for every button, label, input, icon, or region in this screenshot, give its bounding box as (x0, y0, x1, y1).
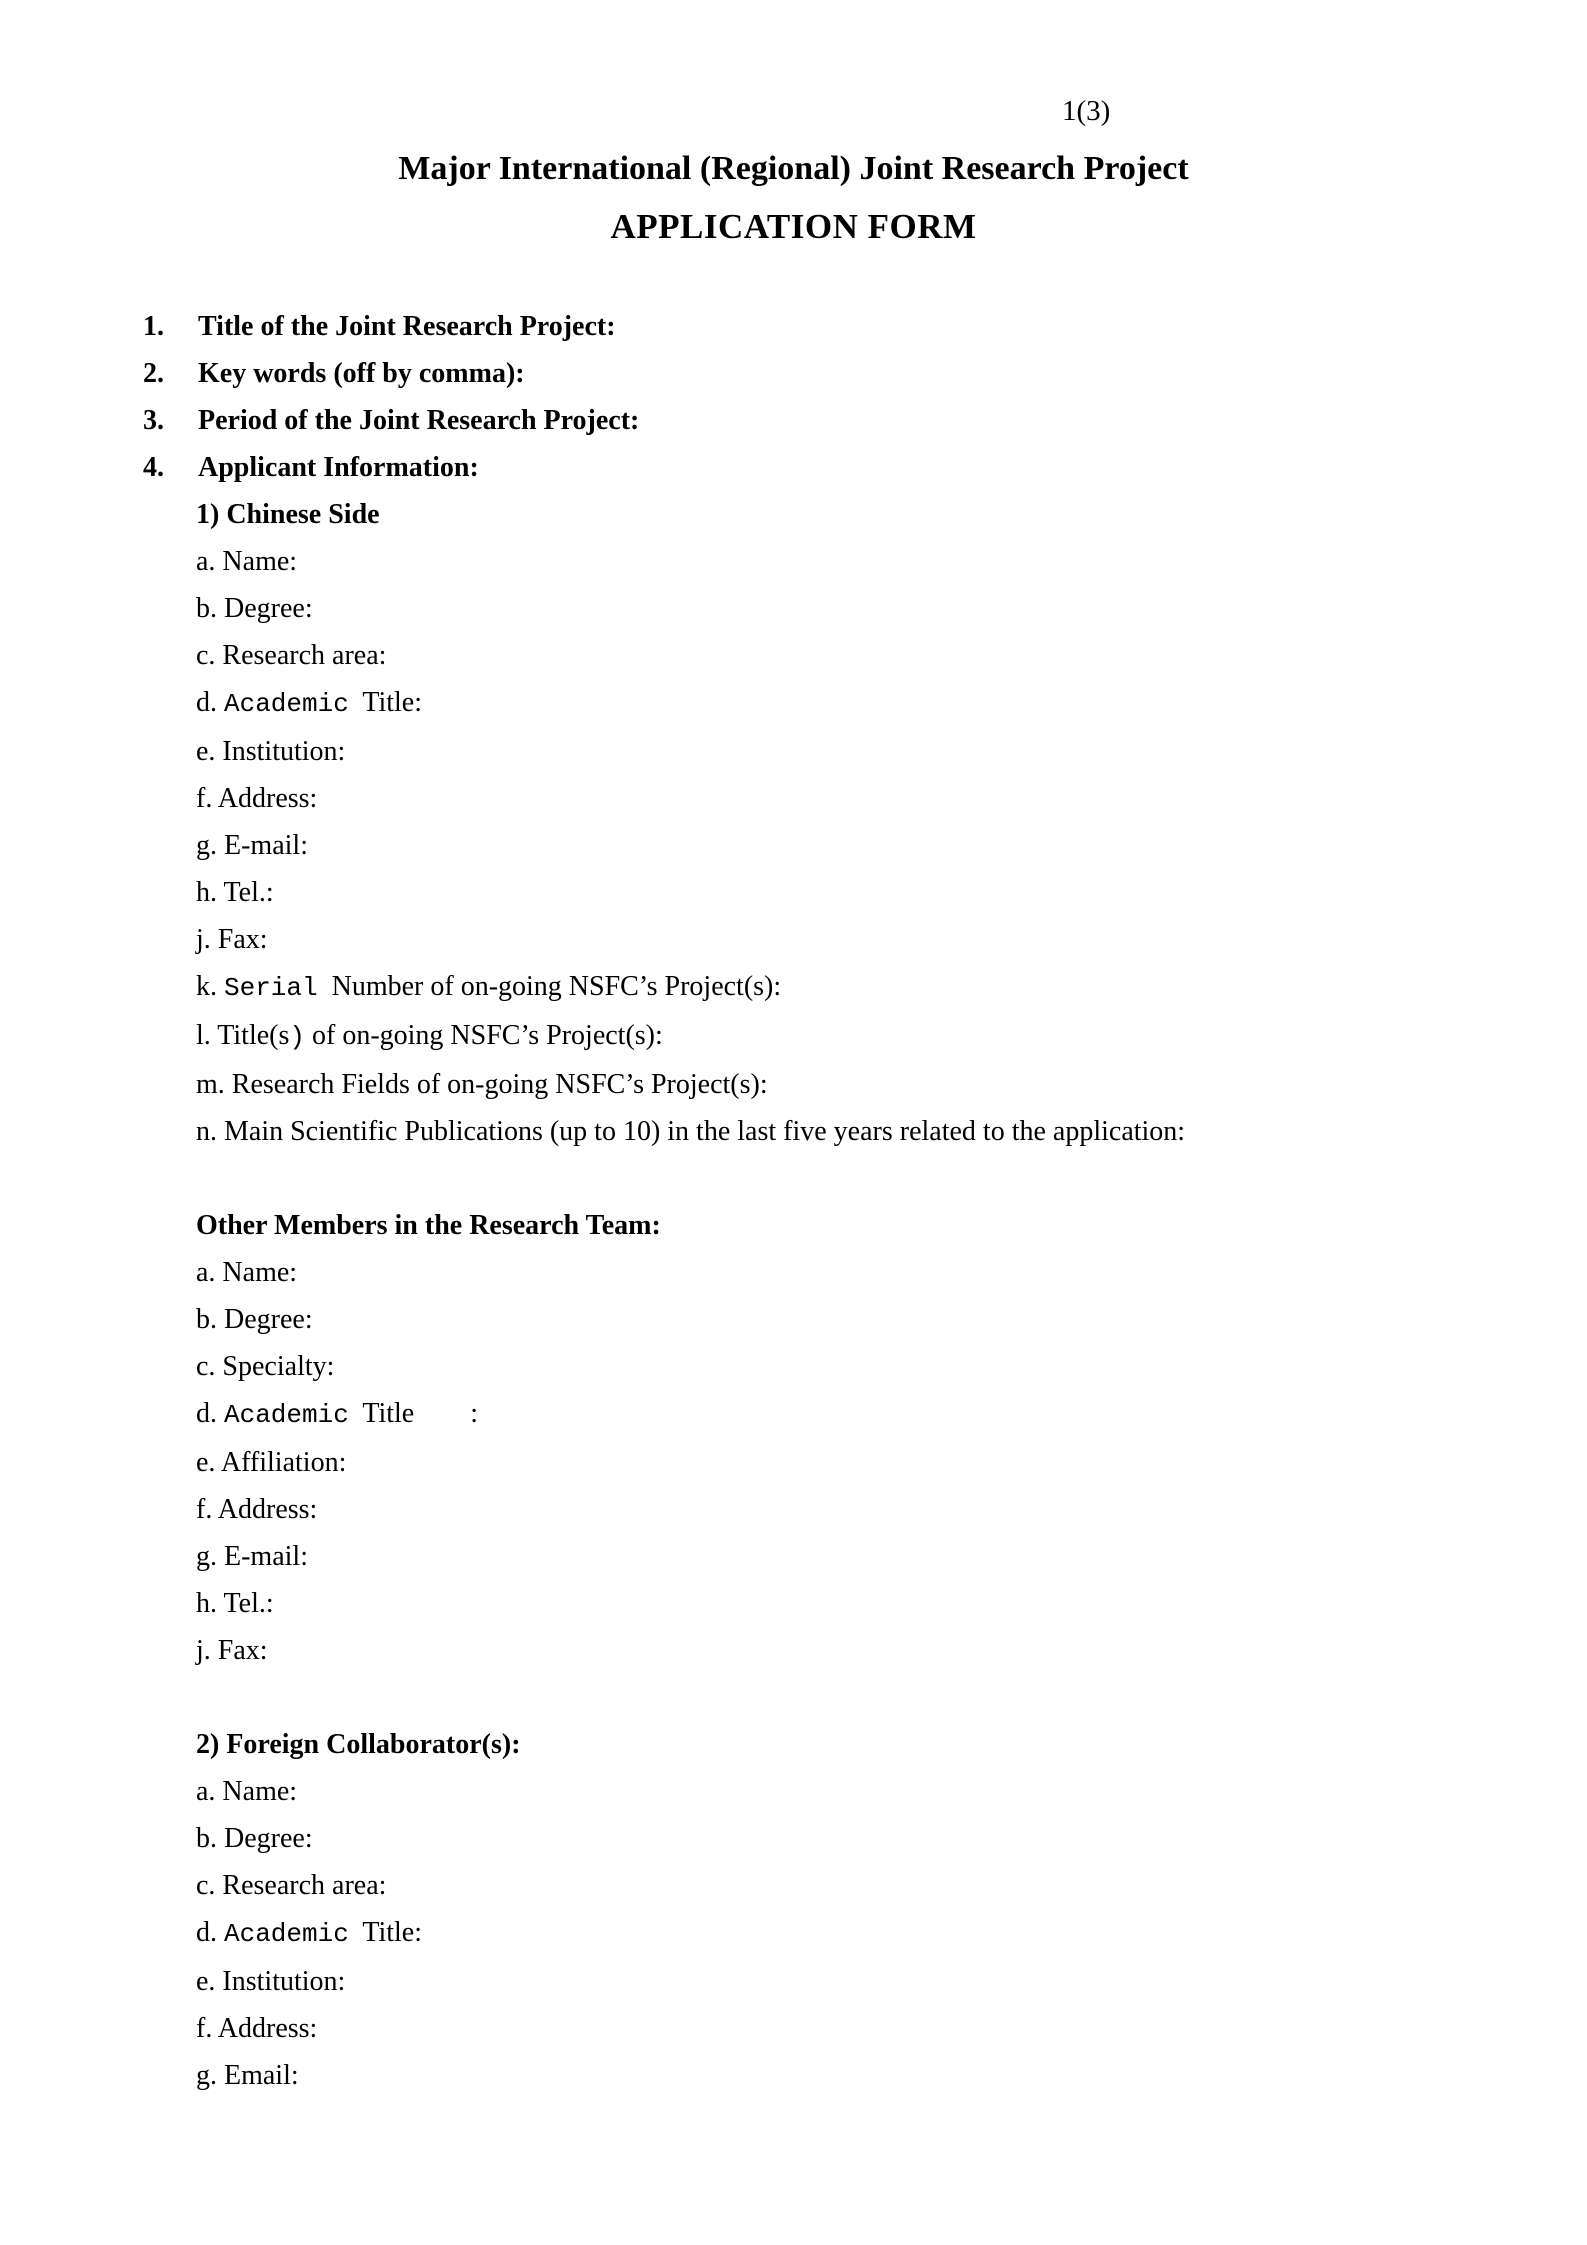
field-line (196, 728, 1587, 775)
field-line (196, 916, 1587, 963)
field-line (196, 1390, 1587, 1439)
field-text: c. Research area: (196, 1869, 387, 1901)
field-text: f. Address: (196, 1493, 318, 1525)
field-text: c. Research area: (196, 639, 387, 671)
field-text: e. Institution: (196, 735, 346, 767)
field-text: a. Name: (196, 1256, 298, 1288)
field-text: j. Fax: (196, 1634, 268, 1666)
field-text: m. Research Fields of on-going NSFC’s Project(s): (196, 1068, 768, 1100)
form-body (0, 303, 1587, 2099)
field-text: Title : (348, 1397, 478, 1429)
field-text: c. Specialty: (196, 1350, 335, 1382)
field-line (196, 1296, 1587, 1343)
field-text: Title: (348, 686, 422, 718)
numbered-item (143, 444, 1587, 491)
document-title: Major International (Regional) Joint Research Project (398, 150, 1189, 187)
field-text: f. Address: (196, 2012, 318, 2044)
form-sections (196, 491, 1587, 2099)
field-line (196, 1580, 1587, 1627)
field-line (196, 1343, 1587, 1390)
field-text: d. (196, 686, 224, 718)
field-line (196, 1249, 1587, 1296)
field-line (196, 775, 1587, 822)
field-text: f. Address: (196, 782, 318, 814)
field-line (196, 1909, 1587, 1958)
field-line (196, 869, 1587, 916)
section-header: 1) Chinese Side (196, 498, 380, 530)
item-number: 3. (143, 404, 164, 436)
section-header: 2) Foreign Collaborator(s): (196, 1728, 521, 1760)
field-text: a. Name: (196, 545, 298, 577)
field-line (196, 963, 1587, 1012)
item-number: 4. (143, 451, 164, 483)
field-text: b. Degree: (196, 592, 313, 624)
item-label: Period of the Joint Research Project: (198, 404, 640, 436)
field-line (196, 1012, 1587, 1061)
field-line (196, 1486, 1587, 1533)
form-section (196, 1202, 1587, 1674)
field-line (196, 632, 1587, 679)
item-number: 1. (143, 310, 164, 342)
field-text-alt-font: Serial (224, 972, 318, 1003)
field-line (196, 538, 1587, 585)
field-text: b. Degree: (196, 1822, 313, 1854)
page-number: 1(3) (1062, 95, 1111, 127)
field-text-alt-font: ) (289, 1021, 305, 1052)
field-text: e. Institution: (196, 1965, 346, 1997)
field-text: a. Name: (196, 1775, 298, 1807)
section-header: Other Members in the Research Team: (196, 1209, 661, 1241)
field-text: d. (196, 1397, 224, 1429)
field-line (196, 1862, 1587, 1909)
field-line (196, 1627, 1587, 1674)
field-line (196, 2052, 1587, 2099)
field-line (196, 585, 1587, 632)
item-label: Title of the Joint Research Project: (198, 310, 616, 342)
field-text: n. Main Scientific Publications (up to 10) in the last five years related to the application: (196, 1115, 1186, 1147)
field-line (196, 1439, 1587, 1486)
field-text: h. Tel.: (196, 876, 274, 908)
field-text-alt-font: Academic (224, 1918, 349, 1949)
field-text: d. (196, 1916, 224, 1948)
document-subtitle: APPLICATION FORM (610, 206, 977, 246)
field-text: Number of on-going NSFC’s Project(s): (317, 970, 782, 1002)
field-text: g. E-mail: (196, 829, 308, 861)
form-section (196, 491, 1587, 1155)
item-label: Applicant Information: (198, 451, 479, 483)
field-text-alt-font: Academic (224, 688, 349, 719)
field-line (196, 1533, 1587, 1580)
field-line (196, 1108, 1587, 1155)
numbered-item (143, 397, 1587, 444)
field-line (196, 679, 1587, 728)
form-section (196, 1721, 1587, 2099)
field-text: Title: (348, 1916, 422, 1948)
document-header (0, 0, 1587, 247)
field-text: j. Fax: (196, 923, 268, 955)
field-text: b. Degree: (196, 1303, 313, 1335)
field-text: e. Affiliation: (196, 1446, 347, 1478)
field-text: of on-going NSFC’s Project(s): (305, 1019, 663, 1051)
field-text: l. Title(s (196, 1019, 290, 1051)
field-text: h. Tel.: (196, 1587, 274, 1619)
numbered-list (0, 303, 1587, 491)
field-line (196, 1061, 1587, 1108)
numbered-item (143, 303, 1587, 350)
field-line (196, 2005, 1587, 2052)
item-number: 2. (143, 357, 164, 389)
item-label: Key words (off by comma): (198, 357, 525, 389)
field-line (196, 1958, 1587, 2005)
field-line (196, 1768, 1587, 1815)
field-line (196, 1815, 1587, 1862)
field-text: g. E-mail: (196, 1540, 308, 1572)
field-line (196, 822, 1587, 869)
numbered-item (143, 350, 1587, 397)
field-text: g. Email: (196, 2059, 299, 2091)
field-text-alt-font: Academic (224, 1399, 349, 1430)
field-text: k. (196, 970, 224, 1002)
